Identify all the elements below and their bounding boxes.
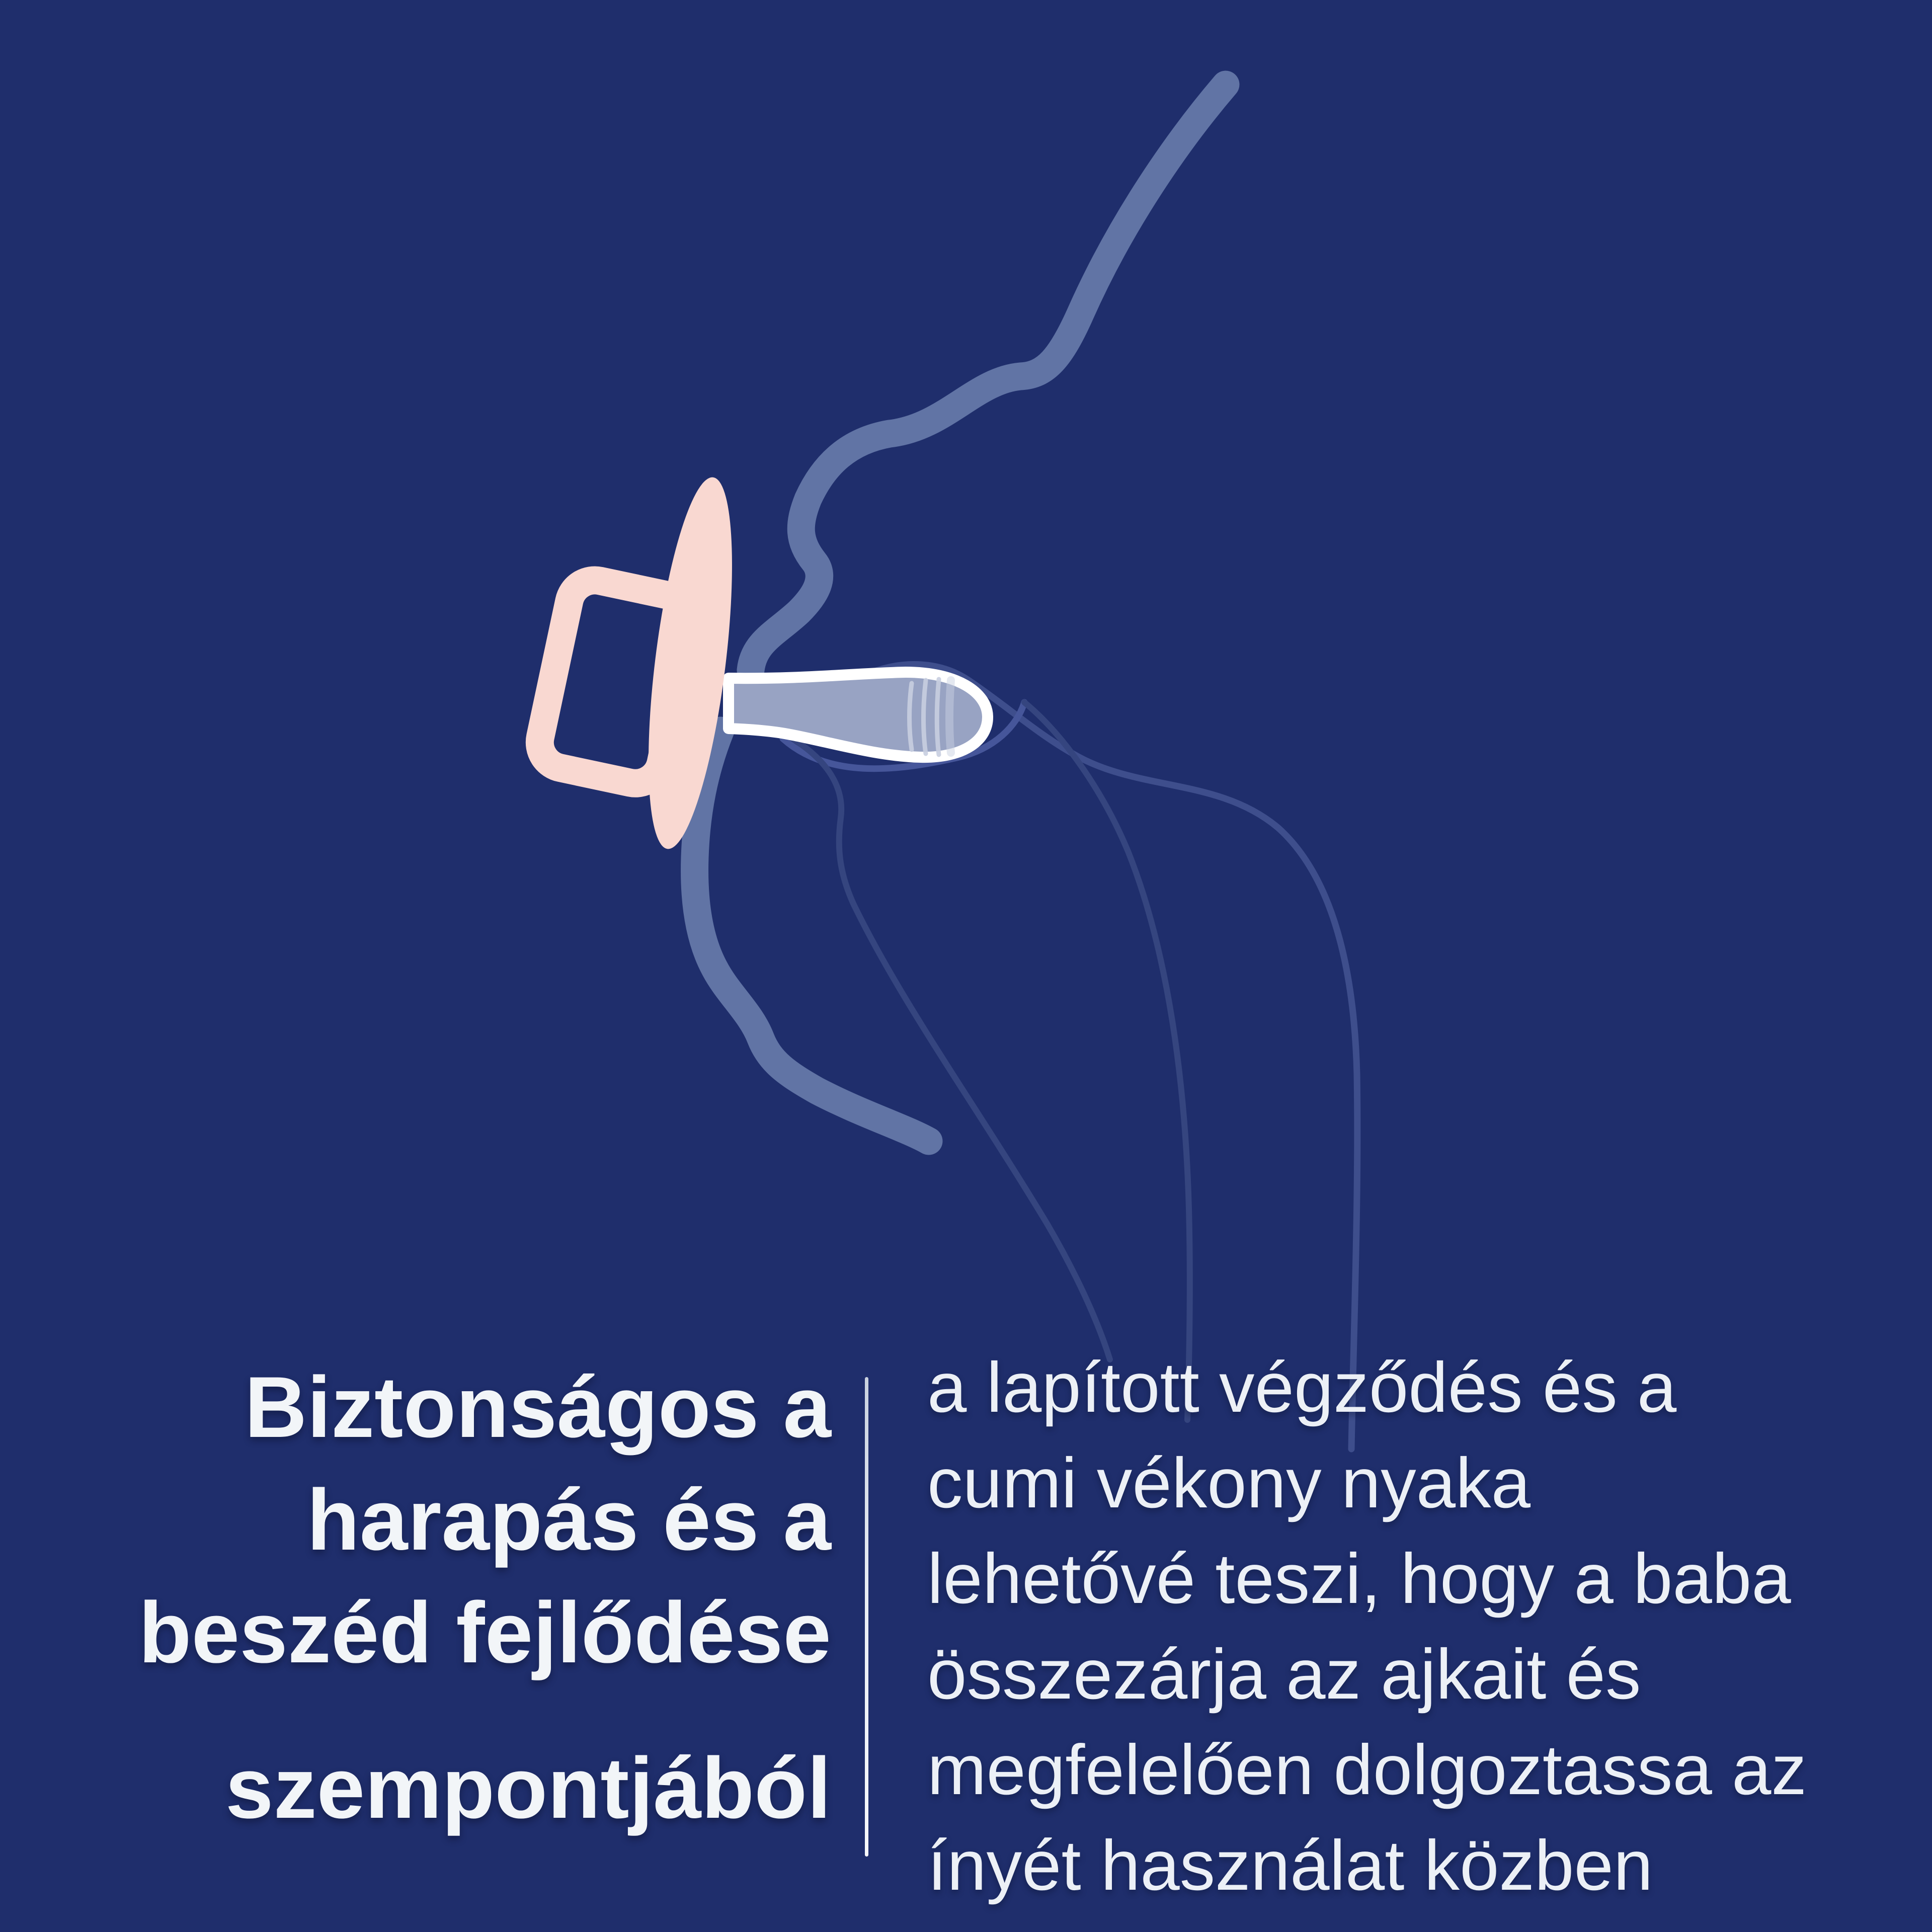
head-profile-line — [751, 85, 1226, 670]
text-divider — [865, 1377, 868, 1857]
text-line: Biztonságos a — [245, 1359, 831, 1456]
text-line: beszéd fejlődése — [138, 1584, 831, 1681]
text-line: cumi vékony nyaka — [927, 1443, 1531, 1522]
throat-line-left — [1024, 702, 1190, 1420]
palate-gum-line — [855, 664, 1357, 1449]
chin-inner-line — [791, 738, 1110, 1359]
headline — [30, 1351, 831, 1844]
text-line: megfelelően dolgoztassa az — [927, 1730, 1807, 1809]
pacifier-shield — [632, 473, 748, 853]
text-line: ínyét használat közben — [927, 1825, 1653, 1905]
text-line: a lapított végződés és a — [927, 1347, 1677, 1427]
chin-jaw-line — [695, 731, 929, 1141]
body-text — [927, 1339, 1807, 1913]
text-line: lehetővé teszi, hogy a baba — [927, 1539, 1791, 1618]
text-line: harapás és a — [306, 1472, 831, 1568]
text-line: szempontjából — [225, 1740, 831, 1836]
text-line: összezárja az ajkait és — [927, 1634, 1641, 1714]
